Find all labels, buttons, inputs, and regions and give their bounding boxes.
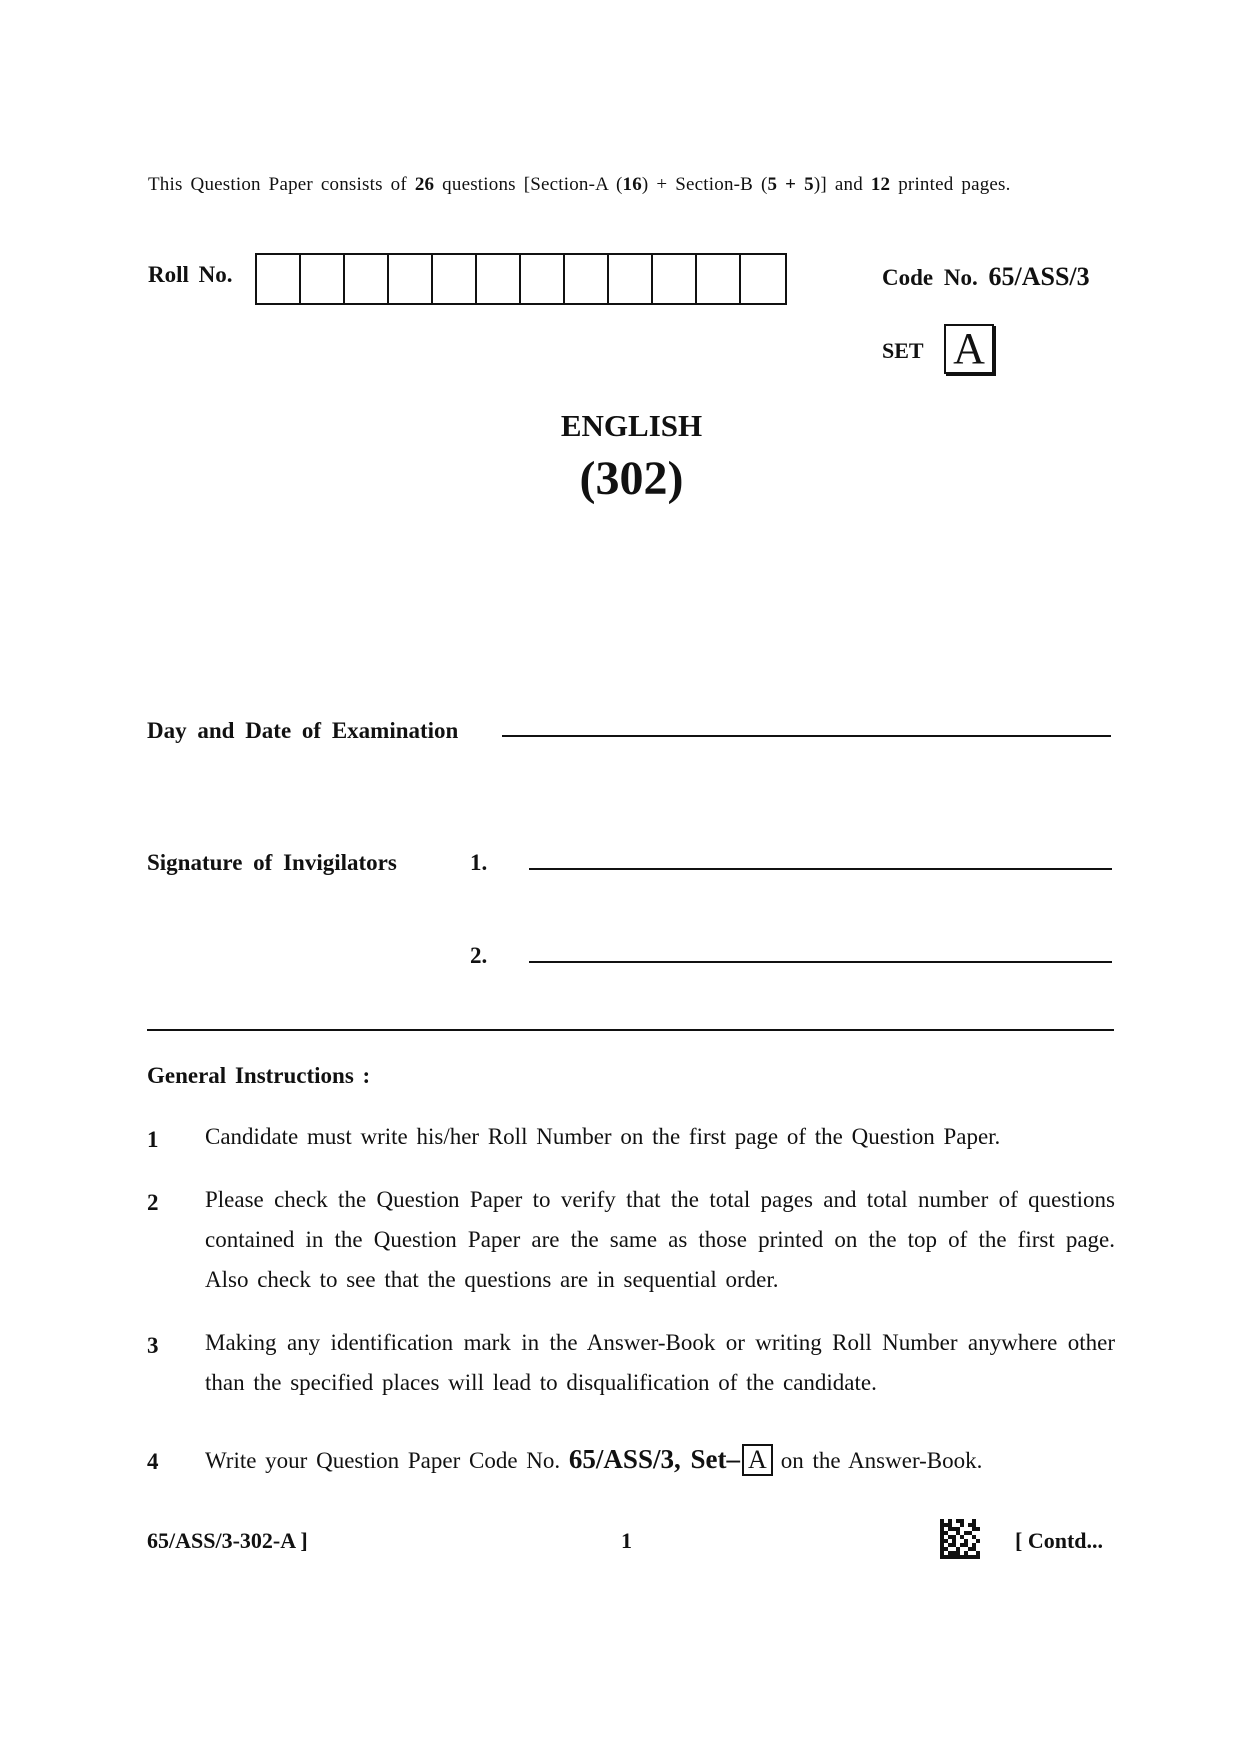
qr-code-icon <box>940 1519 980 1559</box>
instruction-3-text: Making any identification mark in the Answer-Book or writing Roll Number anywhere other than the specified places will lead to disqualification of the candidate. <box>205 1330 1115 1395</box>
invigilator-1-number: 1. <box>470 850 488 875</box>
footer-contd: [ Contd... <box>1015 1528 1104 1553</box>
roll-number-box[interactable] <box>609 255 653 303</box>
instruction-4-set-box: A <box>742 1444 773 1476</box>
paper-summary: This Question Paper consists of 26 questions [Section-A (16) + Section-B (5 + 5)] and 12 printed pages. <box>148 174 1011 195</box>
code-number-value: 65/ASS/3 <box>988 262 1090 291</box>
instruction-4-text: Write your Question Paper Code No. 65/ASS/3, Set– A on the Answer-Book. <box>205 1444 983 1474</box>
roll-number-box[interactable] <box>697 255 741 303</box>
instruction-1-number: 1 <box>147 1127 159 1152</box>
instruction-1-text: Candidate must write his/her Roll Number on the first page of the Question Paper. <box>205 1124 1001 1149</box>
roll-number-label: Roll No. <box>148 262 233 287</box>
invigilator-1-signature-line[interactable] <box>529 868 1112 870</box>
roll-number-box[interactable] <box>653 255 697 303</box>
instruction-3-number: 3 <box>147 1333 159 1358</box>
roll-number-box[interactable] <box>301 255 345 303</box>
roll-number-box[interactable] <box>565 255 609 303</box>
code-number-label: Code No. <box>882 265 978 290</box>
instruction-4-number: 4 <box>147 1449 159 1474</box>
roll-number-box[interactable] <box>433 255 477 303</box>
roll-number-box[interactable] <box>521 255 565 303</box>
section-divider <box>147 1029 1114 1031</box>
invigilators-label: Signature of Invigilators <box>147 850 397 875</box>
set-label: SET <box>882 338 924 363</box>
invigilator-2-signature-line[interactable] <box>529 961 1112 963</box>
exam-date-label: Day and Date of Examination <box>147 718 459 743</box>
invigilator-2-number: 2. <box>470 943 488 968</box>
instructions-title: General Instructions : <box>147 1063 371 1088</box>
subject-name: ENGLISH <box>560 408 703 443</box>
roll-number-box[interactable] <box>345 255 389 303</box>
footer-paper-code: 65/ASS/3-302-A ] <box>147 1528 308 1553</box>
roll-number-box[interactable] <box>741 255 785 303</box>
instruction-2-text: Please check the Question Paper to verify that the total pages and total number of questions contained in the Question Paper are the same as those printed on the top of the first page. Also check to see that the questions are in sequential order. <box>205 1187 1115 1292</box>
instruction-4-code: 65/ASS/3, Set– <box>568 1444 740 1474</box>
subject-code: (302) <box>579 452 684 505</box>
roll-number-box[interactable] <box>477 255 521 303</box>
roll-number-boxes[interactable] <box>255 253 787 305</box>
exam-date-line[interactable] <box>502 735 1111 737</box>
footer-page-number: 1 <box>621 1528 632 1553</box>
code-number <box>882 262 1090 292</box>
roll-number-box[interactable] <box>389 255 433 303</box>
roll-number-box[interactable] <box>257 255 301 303</box>
instruction-2-number: 2 <box>147 1190 159 1215</box>
set-value-box: A <box>944 324 994 374</box>
